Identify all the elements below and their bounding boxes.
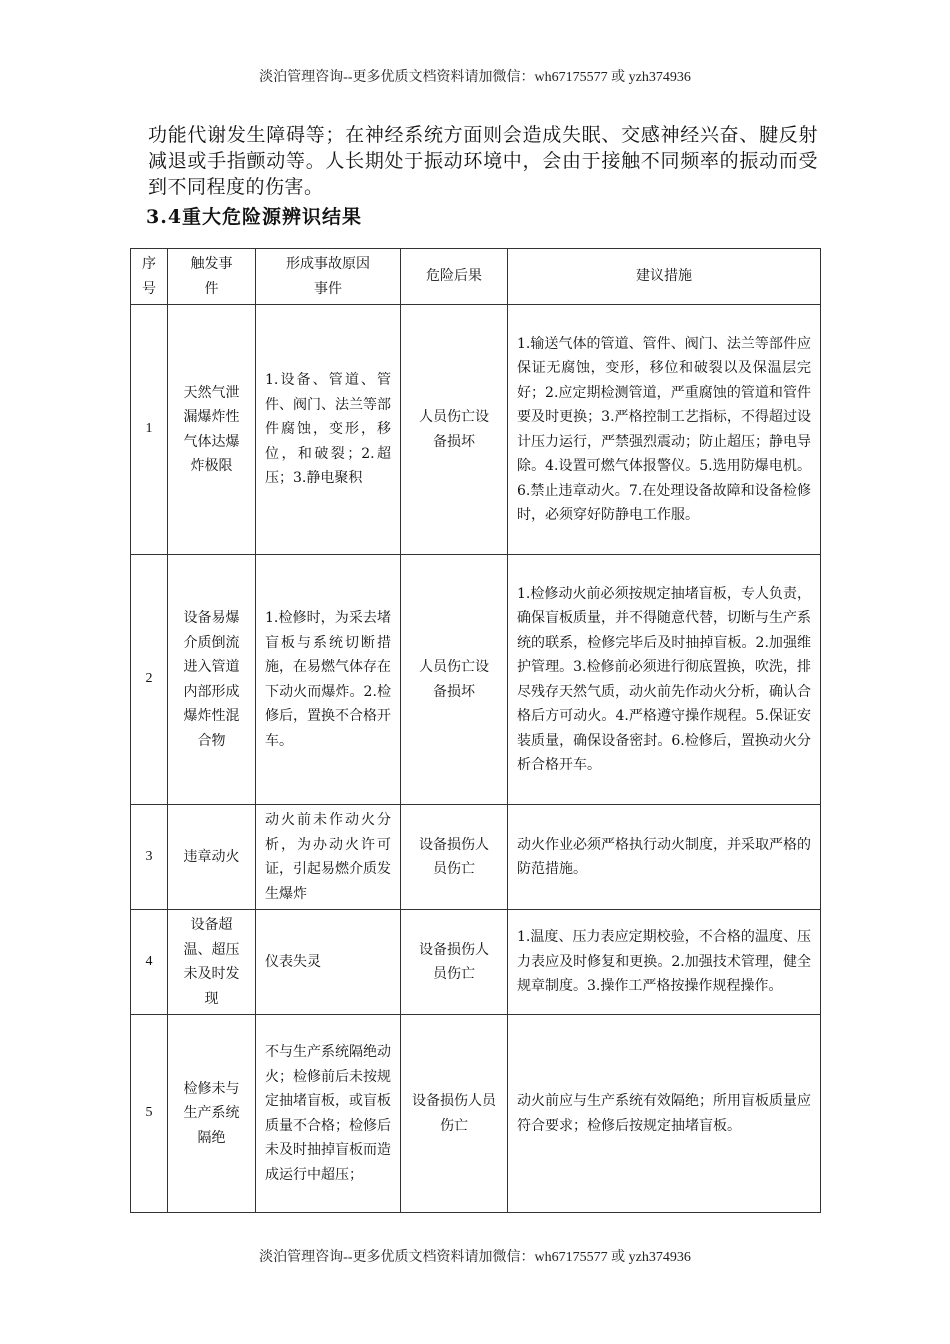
page-header: 淡泊管理咨询--更多优质文档资料请加微信：wh67175577 或 yzh374936 [259,70,691,85]
table-row [131,305,821,555]
header-cause: 形成事故原因事件 [256,249,401,305]
intro-paragraph: 功能代谢发生障碍等；在神经系统方面则会造成失眠、交感神经兴奋、腱反射减退或手指颤动等。人长期处于振动环境中，会由于接触不同频率的振动而受到不同程度的伤害。 [148,124,818,198]
table-row [131,910,821,1015]
row-consequence: 设备损伤人员伤亡 [401,805,508,910]
table-row [131,805,821,910]
row-cause: 不与生产系统隔绝动火；检修前后未按规定抽堵盲板，或盲板质量不合格；检修后未及时抽掉盲板而造成运行中超压； [256,1015,401,1213]
row-measures: 1.温度、压力表应定期校验，不合格的温度、压力表应及时修复和更换。2.加强技术管理，健全规章制度。3.操作工严格按操作规程操作。 [508,910,821,1015]
hazard-table [130,248,821,1213]
row-trigger: 检修未与生产系统隔绝 [168,1015,256,1213]
row-consequence: 设备损伤人员伤亡 [401,1015,508,1213]
row-consequence: 人员伤亡设备损坏 [401,305,508,555]
row-trigger: 违章动火 [168,805,256,910]
row-no: 2 [131,555,168,805]
row-trigger: 设备易爆介质倒流进入管道内部形成爆炸性混合物 [168,555,256,805]
row-measures: 动火前应与生产系统有效隔绝；所用盲板质量应符合要求；检修后按规定抽堵盲板。 [508,1015,821,1213]
row-measures: 动火作业必须严格执行动火制度，并采取严格的防范措施。 [508,805,821,910]
table-row [131,1015,821,1213]
row-trigger: 天然气泄漏爆炸性气体达爆炸极限 [168,305,256,555]
row-cause: 动火前未作动火分析，为办动火许可证，引起易燃介质发生爆炸 [256,805,401,910]
header-no: 序号 [131,249,168,305]
row-no: 5 [131,1015,168,1213]
table-header-row [131,249,821,305]
section-heading: 3.4重大危险源辨识结果 [146,206,363,228]
row-no: 3 [131,805,168,910]
row-consequence: 设备损伤人员伤亡 [401,910,508,1015]
header-trigger: 触发事件 [168,249,256,305]
row-measures: 1.输送气体的管道、管件、阀门、法兰等部件应保证无腐蚀，变形，移位和破裂以及保温层完好；2.应定期检测管道，严重腐蚀的管道和管件要及时更换；3.严格控制工艺指标，不得超过设计压力运行，严禁强烈震动；防止超压；静电导除。4.设置可燃气体报警仪。5.选用防爆电机。6.禁止违章动火。7.在处理设备故障和设备检修时，必须穿好防静电工作服。 [508,305,821,555]
row-cause: 1.检修时，为采去堵盲板与系统切断措施，在易燃气体存在下动火而爆炸。2.检修后，置换不合格开车。 [256,555,401,805]
row-no: 4 [131,910,168,1015]
header-consequence: 危险后果 [401,249,508,305]
row-measures: 1.检修动火前必须按规定抽堵盲板，专人负责，确保盲板质量，并不得随意代替，切断与生产系统的联系，检修完毕后及时抽掉盲板。2.加强维护管理。3.检修前必须进行彻底置换，吹洗，排尽残存天然气质，动火前先作动火分析，确认合格后方可动火。4.严格遵守操作规程。5.保证安装质量，确保设备密封。6.检修后，置换动火分析合格开车。 [508,555,821,805]
page-footer: 淡泊管理咨询--更多优质文档资料请加微信：wh67175577 或 yzh374936 [259,1250,691,1265]
row-consequence: 人员伤亡设备损坏 [401,555,508,805]
row-cause: 1.设备、管道、管件、阀门、法兰等部件腐蚀，变形，移位，和破裂；2.超压；3.静电聚积 [256,305,401,555]
row-trigger: 设备超温、超压未及时发现 [168,910,256,1015]
row-cause: 仪表失灵 [256,910,401,1015]
table-row [131,555,821,805]
header-measures: 建议措施 [508,249,821,305]
row-no: 1 [131,305,168,555]
